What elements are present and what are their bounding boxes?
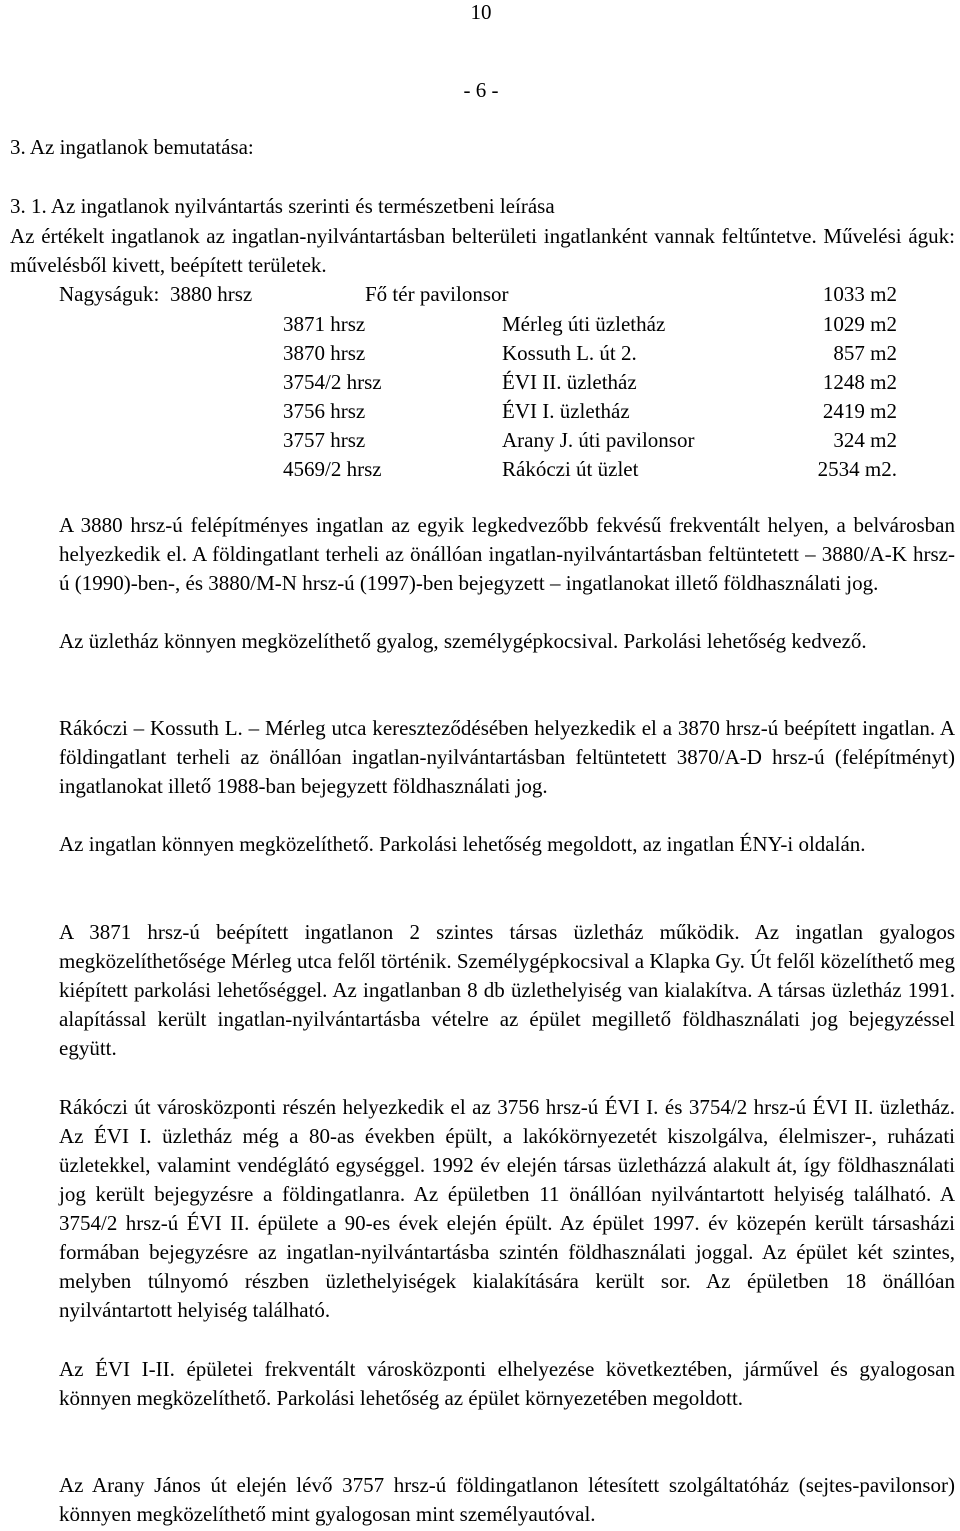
area-value: 324 m2 xyxy=(833,428,897,452)
area-hrsz: 3754/2 hrsz xyxy=(283,370,382,394)
area-hrsz: 3870 hrsz xyxy=(283,341,366,365)
area-hrsz: 3756 hrsz xyxy=(283,399,366,423)
area-hrsz: 3880 hrsz xyxy=(170,282,253,306)
page-number-inner: - 6 - xyxy=(463,78,499,102)
area-name: Fő tér pavilonsor xyxy=(365,282,509,306)
area-table-label: Nagyságuk: xyxy=(59,282,160,306)
area-hrsz: 3871 hrsz xyxy=(283,312,366,336)
area-name: ÉVI I. üzletház xyxy=(502,399,630,423)
area-hrsz: 4569/2 hrsz xyxy=(283,457,382,481)
paragraph-3880-access: Az üzletház könnyen megközelíthető gyalog, személygépkocsival. Parkolási lehetőség kedvező. xyxy=(59,629,867,653)
section-subheading: 3. 1. Az ingatlanok nyilvántartás szerinti és természetbeni leírása xyxy=(10,194,555,218)
area-name: Kossuth L. út 2. xyxy=(502,341,637,365)
area-name: Mérleg úti üzletház xyxy=(502,312,666,336)
area-value: 2534 m2. xyxy=(817,457,897,481)
area-name: ÉVI II. üzletház xyxy=(502,370,637,394)
area-value: 857 m2 xyxy=(833,341,897,365)
paragraph-3871: A 3871 hrsz-ú beépített ingatlanon 2 szintes társas üzletház működik. Az ingatlan gyalogos megközelíthetősége Mérleg utca felől történik. Személygépkocsival a Klapka Gy. Út felől közelíthető meg kiépített parkolási lehetőséggel. Az ingatlanban 8 db üzlethelyiség van kialakítva. A társas üzletház 1991. alapítással került ingatlan-nyilvántartásba vételre az épület megillető földhasználati jog bejegyzéssel együtt. xyxy=(59,920,955,1060)
area-name: Rákóczi út üzlet xyxy=(502,457,639,481)
paragraph-evi-access: Az ÉVI I-II. épületei frekventált városközponti elhelyezése következtében, járművel és gyalogosan könnyen megközelíthető. Parkolási lehetőség az épület környezetében megoldott. xyxy=(59,1357,955,1410)
paragraph-3870: Rákóczi – Kossuth L. – Mérleg utca kereszteződésében helyezkedik el a 3870 hrsz-ú beépített ingatlan. A földingatlant terheli az önállóan ingatlan-nyilvántartásban feltüntetett 3870/A-D hrsz-ú (felépítményt) ingatlanokat illető 1988-ban bejegyzett földhasználati jog. xyxy=(59,716,955,798)
paragraph-3757: Az Arany János út elején lévő 3757 hrsz-ú földingatlanon létesített szolgáltatóház (sejtes-pavilonsor) könnyen megközelíthető mint gyalogosan mint személyautóval. xyxy=(59,1473,955,1526)
area-name: Arany J. úti pavilonsor xyxy=(502,428,695,452)
paragraph-3870-access: Az ingatlan könnyen megközelíthető. Parkolási lehetőség megoldott, az ingatlan ÉNY-i oldalán. xyxy=(59,832,866,856)
area-value: 2419 m2 xyxy=(822,399,897,423)
paragraph-3880: A 3880 hrsz-ú felépítményes ingatlan az egyik legkedvezőbb fekvésű frekventált helyen, a belvárosban helyezkedik el. A földingatlant terheli az önállóan ingatlan-nyilvántartásban feltüntetett – 3880/A-K hrsz-ú (1990)-ben-, és 3880/M-N hrsz-ú (1997)-ben bejegyzett – ingatlanokat illető földhasználati jog. xyxy=(59,513,955,595)
intro-paragraph: Az értékelt ingatlanok az ingatlan-nyilvántartásban belterületi ingatlanként vannak feltűntetve. Művelési águk: művelésből kivett, beépített területek. xyxy=(10,224,955,277)
page-number-top: 10 xyxy=(470,0,492,24)
area-value: 1248 m2 xyxy=(822,370,897,394)
area-value: 1029 m2 xyxy=(822,312,897,336)
area-value: 1033 m2 xyxy=(822,282,897,306)
area-hrsz: 3757 hrsz xyxy=(283,428,366,452)
paragraph-evi: Rákóczi út városközponti részén helyezkedik el az 3756 hrsz-ú ÉVI I. és 3754/2 hrsz-ú ÉVI II. üzletház. Az ÉVI I. üzletház még a 80-as években épült, a lakókörnyezetét kiszolgálva, élelmiszer-, ruházati üzletekkel, valamint vendéglátó egységgel. 1992 év elején társas üzletházzá alakult át, így földhasználati jog került bejegyzésre a földingatlanra. Az épületben 11 önállóan nyilvántartott helyiség található. A 3754/2 hrsz-ú ÉVI II. épülete a 90-es évek elején épült. Az épület 1997. év közepén került társasházi formában bejegyzésre az ingatlan-nyilvántartásba szintén földhasználati joggal. Az épület két szintes, melyben túlnyomó részben üzlethelyiségek kialakítására került sor. Az épületben 18 önállóan nyilvántartott helyiség található. xyxy=(59,1095,955,1322)
section-heading: 3. Az ingatlanok bemutatása: xyxy=(10,135,254,159)
